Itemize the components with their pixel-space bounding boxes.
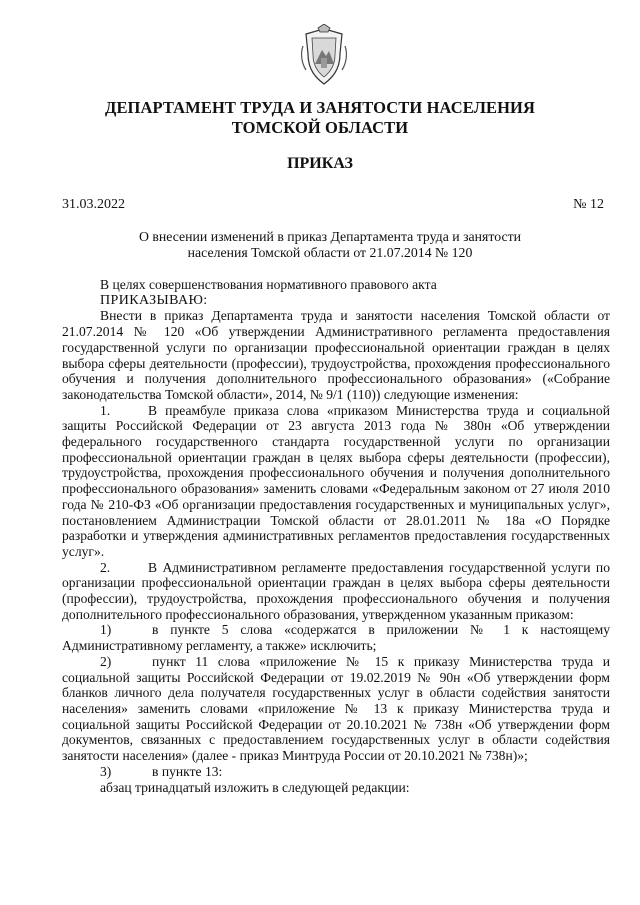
department-name-line-2: ТОМСКОЙ ОБЛАСТИ (231, 118, 409, 137)
department-name (0, 98, 640, 138)
coat-of-arms-icon (300, 24, 348, 86)
subitem-3-label: 3) (100, 763, 112, 779)
item-1-text: В преамбуле приказа слова «приказом Министерства труда и социальной защиты Российской Федерации от 23 августа 2013 года № 380н «Об утверждении федерального государственного стандарта государственной услуги по организации профессиональной ориентации граждан в целях выбора сферы деятельности (профессии), трудоустройства, прохождения профессионального обучения и получения дополнительного профессионального образования» заменить словами «Федеральным законом от 27 июля 2010 года № 210-ФЗ «Об организации предоставления государственных и муниципальных услуг», постановлением Администрации Томской области от 28.01.2011 № 18а «О Порядке разработки и утверждения административных регламентов предоставления государственных услуг». (62, 402, 610, 559)
subitem-2-text: пункт 11 слова «приложение № 15 к приказу Министерства труда и социальной защиты Российской Федерации от 19.02.2019 № 90н «Об утверждении форм бланков личного дела получателя государственных услуг в области содействия занятости населения» заменить словами «приложение № 13 к приказу Министерства труда и социальной защиты Российской Федерации от 20.10.2021 № 738н «Об утверждении форм документов, связанных с предоставлением государственных услуг в области содействия занятости населения» (далее - приказ Минтруда России от 20.10.2021 № 738н)»; (62, 653, 610, 764)
document-number: № 12 (573, 197, 604, 212)
last-line: абзац тринадцатый изложить в следующей редакции: (100, 779, 410, 795)
document-date: 31.03.2022 (62, 197, 125, 212)
subject-line-2: населения Томской области от 21.07.2014 № 120 (187, 245, 473, 260)
department-name-line-1: ДЕПАРТАМЕНТ ТРУДА И ЗАНЯТОСТИ НАСЕЛЕНИЯ (105, 98, 535, 117)
subitem-1 (62, 622, 610, 653)
subject-line-1: О внесении изменений в приказ Департамента труда и занятости (138, 229, 522, 244)
item-2 (62, 560, 610, 623)
item-1-label: 1. (100, 402, 111, 418)
subitem-1-text: в пункте 5 слова «содержатся в приложении № 1 к настоящему Административному регламенту, а также» исключить; (62, 622, 610, 654)
document-subject (120, 229, 540, 261)
preamble: В целях совершенствования нормативного правового акта (100, 277, 437, 292)
subitem-2 (62, 654, 610, 764)
subitem-1-label: 1) (100, 622, 112, 638)
order-word: ПРИКАЗЫВАЮ: (100, 292, 208, 308)
subitem-3 (62, 764, 610, 780)
item-1 (62, 403, 610, 560)
item-2-label: 2. (100, 559, 111, 575)
document-body (62, 277, 610, 795)
intro-paragraph: Внести в приказ Департамента труда и занятости населения Томской области от 21.07.2014 № 120 «Об утверждении Административного регламента предоставления государственной услуги по организации профессиональной ориентации граждан в целях выбора сферы деятельности (профессии), трудоустройства, прохождения профессионального обучения и получения дополнительного профессионального образования» («Собрание законодательства Томской области», 2014, № 9/1 (110)) следующие изменения: (62, 308, 610, 402)
subitem-3-text: в пункте 13: (152, 763, 223, 779)
document-type: ПРИКАЗ (287, 155, 353, 172)
item-2-text: В Административном регламенте предоставления государственной услуги по организации профессиональной ориентации граждан в целях выбора сферы деятельности (профессии), трудоустройства, прохождения профессионального обучения и получения дополнительного профессионального образования, утвержденном указанным приказом: (62, 559, 610, 622)
subitem-2-label: 2) (100, 653, 112, 669)
